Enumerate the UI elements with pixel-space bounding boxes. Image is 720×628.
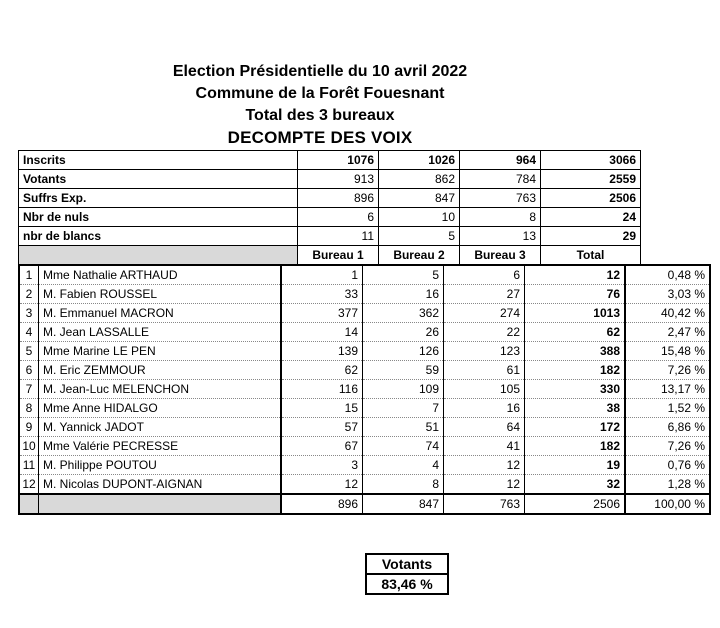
candidate-row	[19, 418, 710, 437]
summary-bureau-2: 1026	[379, 151, 460, 170]
candidate-index: 4	[19, 323, 39, 342]
candidate-bureau-2: 5	[363, 265, 444, 285]
candidate-percent: 2,47 %	[625, 323, 710, 342]
summary-row	[19, 189, 641, 208]
summary-row	[19, 208, 641, 227]
candidate-index: 3	[19, 304, 39, 323]
candidate-percent: 1,28 %	[625, 475, 710, 495]
header-blank-cell	[19, 246, 298, 265]
votants-label: Votants	[367, 555, 447, 575]
candidate-percent: 3,03 %	[625, 285, 710, 304]
candidate-bureau-2: 26	[363, 323, 444, 342]
candidate-bureau-2: 4	[363, 456, 444, 475]
candidate-percent: 40,42 %	[625, 304, 710, 323]
candidate-total: 1013	[525, 304, 626, 323]
summary-row	[19, 227, 641, 246]
candidate-index: 5	[19, 342, 39, 361]
totals-blank-index	[19, 494, 39, 514]
header-bureau-2: Bureau 2	[379, 246, 460, 265]
candidate-bureau-2: 362	[363, 304, 444, 323]
summary-bureau-2: 847	[379, 189, 460, 208]
summary-label: Inscrits	[19, 151, 298, 170]
candidate-total: 32	[525, 475, 626, 495]
candidate-percent: 0,76 %	[625, 456, 710, 475]
candidate-bureau-2: 16	[363, 285, 444, 304]
summary-bureau-3: 784	[460, 170, 541, 189]
candidate-bureau-1: 62	[281, 361, 363, 380]
candidate-bureau-1: 67	[281, 437, 363, 456]
summary-bureau-2: 10	[379, 208, 460, 227]
candidate-bureau-3: 105	[444, 380, 525, 399]
candidate-percent: 6,86 %	[625, 418, 710, 437]
bureau-header-row	[19, 246, 641, 265]
candidate-bureau-3: 27	[444, 285, 525, 304]
candidate-row	[19, 265, 710, 285]
header-bureau-3: Bureau 3	[460, 246, 541, 265]
candidate-bureau-2: 8	[363, 475, 444, 495]
candidate-bureau-3: 22	[444, 323, 525, 342]
summary-bureau-1: 11	[298, 227, 379, 246]
candidate-name: Mme Valérie PECRESSE	[39, 437, 282, 456]
summary-bureau-1: 6	[298, 208, 379, 227]
candidate-bureau-1: 14	[281, 323, 363, 342]
candidate-bureau-1: 12	[281, 475, 363, 495]
title-line-2: Commune de la Forêt Fouesnant	[195, 85, 445, 102]
candidate-bureau-1: 3	[281, 456, 363, 475]
votants-box	[365, 553, 449, 595]
candidate-name: M. Philippe POUTOU	[39, 456, 282, 475]
candidate-bureau-3: 6	[444, 265, 525, 285]
candidate-name: Mme Anne HIDALGO	[39, 399, 282, 418]
title-line-1: Election Présidentielle du 10 avril 2022	[172, 63, 468, 80]
summary-row	[19, 170, 641, 189]
candidate-index: 10	[19, 437, 39, 456]
candidate-percent: 0,48 %	[625, 265, 710, 285]
candidate-index: 12	[19, 475, 39, 495]
summary-bureau-1: 1076	[298, 151, 379, 170]
candidate-percent: 1,52 %	[625, 399, 710, 418]
summary-label: Suffrs Exp.	[19, 189, 298, 208]
totals-bureau-2: 847	[363, 494, 444, 514]
summary-label: nbr de blancs	[19, 227, 298, 246]
candidate-name: M. Emmanuel MACRON	[39, 304, 282, 323]
candidate-name: Mme Marine LE PEN	[39, 342, 282, 361]
summary-table	[18, 150, 641, 265]
summary-bureau-1: 896	[298, 189, 379, 208]
candidate-bureau-3: 61	[444, 361, 525, 380]
candidate-bureau-2: 51	[363, 418, 444, 437]
candidate-total: 182	[525, 361, 626, 380]
candidate-total: 182	[525, 437, 626, 456]
candidate-bureau-2: 74	[363, 437, 444, 456]
candidate-total: 38	[525, 399, 626, 418]
candidate-bureau-3: 12	[444, 456, 525, 475]
totals-blank-name	[39, 494, 282, 514]
totals-row	[19, 494, 710, 514]
candidate-bureau-3: 123	[444, 342, 525, 361]
summary-row	[19, 151, 641, 170]
candidate-bureau-2: 126	[363, 342, 444, 361]
summary-label: Nbr de nuls	[19, 208, 298, 227]
candidate-bureau-1: 377	[281, 304, 363, 323]
summary-total: 24	[541, 208, 641, 227]
candidate-name: M. Eric ZEMMOUR	[39, 361, 282, 380]
candidate-total: 19	[525, 456, 626, 475]
totals-table	[18, 493, 711, 515]
candidate-bureau-3: 64	[444, 418, 525, 437]
candidate-row	[19, 342, 710, 361]
candidate-name: M. Fabien ROUSSEL	[39, 285, 282, 304]
summary-bureau-3: 763	[460, 189, 541, 208]
candidate-name: M. Jean-Luc MELENCHON	[39, 380, 282, 399]
candidate-total: 388	[525, 342, 626, 361]
summary-total: 3066	[541, 151, 641, 170]
candidate-index: 1	[19, 265, 39, 285]
candidate-row	[19, 437, 710, 456]
candidate-bureau-3: 16	[444, 399, 525, 418]
candidate-bureau-1: 116	[281, 380, 363, 399]
candidate-index: 8	[19, 399, 39, 418]
candidate-index: 2	[19, 285, 39, 304]
candidate-bureau-2: 109	[363, 380, 444, 399]
candidate-percent: 7,26 %	[625, 437, 710, 456]
candidate-bureau-3: 12	[444, 475, 525, 495]
candidate-row	[19, 380, 710, 399]
candidate-index: 11	[19, 456, 39, 475]
summary-bureau-3: 8	[460, 208, 541, 227]
totals-percent: 100,00 %	[625, 494, 710, 514]
candidate-row	[19, 285, 710, 304]
candidate-row	[19, 361, 710, 380]
candidate-bureau-1: 15	[281, 399, 363, 418]
candidate-total: 172	[525, 418, 626, 437]
summary-bureau-1: 913	[298, 170, 379, 189]
candidate-row	[19, 304, 710, 323]
summary-total: 29	[541, 227, 641, 246]
candidate-total: 76	[525, 285, 626, 304]
candidate-bureau-1: 1	[281, 265, 363, 285]
candidate-row	[19, 323, 710, 342]
candidates-table	[18, 264, 711, 495]
candidate-index: 6	[19, 361, 39, 380]
candidate-name: M. Yannick JADOT	[39, 418, 282, 437]
candidate-row	[19, 399, 710, 418]
candidate-bureau-3: 274	[444, 304, 525, 323]
candidate-bureau-2: 59	[363, 361, 444, 380]
candidate-name: M. Nicolas DUPONT-AIGNAN	[39, 475, 282, 495]
summary-bureau-3: 13	[460, 227, 541, 246]
summary-bureau-2: 862	[379, 170, 460, 189]
candidate-percent: 7,26 %	[625, 361, 710, 380]
candidate-row	[19, 475, 710, 495]
candidate-bureau-2: 7	[363, 399, 444, 418]
candidate-bureau-1: 33	[281, 285, 363, 304]
title-line-4: DECOMPTE DES VOIX	[227, 128, 413, 147]
totals-bureau-1: 896	[281, 494, 363, 514]
totals-bureau-3: 763	[444, 494, 525, 514]
summary-total: 2559	[541, 170, 641, 189]
candidate-total: 330	[525, 380, 626, 399]
summary-label: Votants	[19, 170, 298, 189]
candidate-name: M. Jean LASSALLE	[39, 323, 282, 342]
candidate-total: 12	[525, 265, 626, 285]
summary-bureau-3: 964	[460, 151, 541, 170]
candidate-index: 9	[19, 418, 39, 437]
candidate-index: 7	[19, 380, 39, 399]
candidate-bureau-3: 41	[444, 437, 525, 456]
header-total: Total	[541, 246, 641, 265]
summary-bureau-2: 5	[379, 227, 460, 246]
candidate-row	[19, 456, 710, 475]
candidate-name: Mme Nathalie ARTHAUD	[39, 265, 282, 285]
candidate-bureau-1: 57	[281, 418, 363, 437]
votants-value: 83,46 %	[381, 576, 433, 592]
candidate-total: 62	[525, 323, 626, 342]
candidate-bureau-1: 139	[281, 342, 363, 361]
title-line-3: Total des 3 bureaux	[245, 107, 395, 124]
candidate-percent: 13,17 %	[625, 380, 710, 399]
candidate-percent: 15,48 %	[625, 342, 710, 361]
header-bureau-1: Bureau 1	[298, 246, 379, 265]
summary-total: 2506	[541, 189, 641, 208]
totals-total: 2506	[525, 494, 626, 514]
